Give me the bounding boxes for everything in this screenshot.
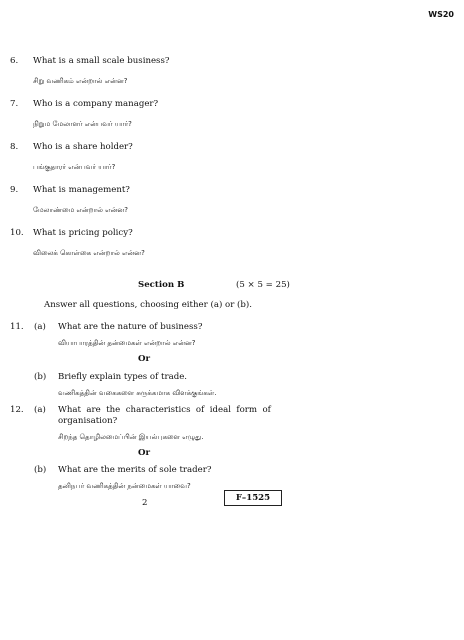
section-b-instruction: Answer all questions, choosing either (a) or (b). xyxy=(44,300,252,310)
q12b-label: (b) xyxy=(34,465,47,475)
q12a-english-line1: What are the characteristics of ideal form of xyxy=(58,405,271,415)
q12a-tamil: சிறந்த தொழிலமைப்பின் இயல்புகளை எழுது. xyxy=(58,433,204,441)
q9-number: 9. xyxy=(10,185,19,195)
paper-code-box: F–1525 xyxy=(224,490,282,506)
q8-english: Who is a share holder? xyxy=(33,142,133,152)
page-number: 2 xyxy=(142,498,148,508)
q11a-label: (a) xyxy=(34,322,46,332)
q12b-tamil: தனிநபர் வணிகத்தின் நன்மைகள் யாவை? xyxy=(58,482,191,490)
q9-english: What is management? xyxy=(33,185,130,195)
q7-english: Who is a company manager? xyxy=(33,99,159,109)
q11b-english: Briefly explain types of trade. xyxy=(58,372,188,382)
q11a-english: What are the nature of business? xyxy=(58,322,203,332)
q12-number: 12. xyxy=(10,405,24,415)
q10-number: 10. xyxy=(10,228,24,238)
q7-tamil: நிறும மேலாளர் என்பவர் யார்? xyxy=(33,120,132,128)
q11-number: 11. xyxy=(10,322,24,332)
q11-or: Or xyxy=(138,354,151,364)
section-b-marks: (5 × 5 = 25) xyxy=(236,280,290,290)
q6-tamil: சிறு வணிகம் என்றால் என்ன? xyxy=(33,77,128,85)
q10-tamil: விலைக் கொள்கை என்றால் என்ன? xyxy=(33,249,145,257)
q12-or: Or xyxy=(138,448,151,458)
q12a-label: (a) xyxy=(34,405,46,415)
q6-number: 6. xyxy=(10,56,19,66)
q12a-english-line2: organisation? xyxy=(58,416,118,426)
q9-tamil: மேலாண்மை என்றால் என்ன? xyxy=(33,206,128,214)
paper-code: WS20 xyxy=(428,10,454,19)
q11b-tamil: வணிகத்தின் வகைகளை சுருக்கமாக விளக்குங்கள். xyxy=(58,389,217,397)
q8-tamil: பங்குதாரர் என்பவர் யார்? xyxy=(33,163,116,171)
q6-english: What is a small scale business? xyxy=(33,56,170,66)
q12b-english: What are the merits of sole trader? xyxy=(58,465,212,475)
q11a-tamil: வியாபாரத்தின் தன்மைகள் என்றால் என்ன? xyxy=(58,339,196,347)
section-b-title: Section B xyxy=(138,280,185,290)
q8-number: 8. xyxy=(10,142,19,152)
q11b-label: (b) xyxy=(34,372,47,382)
q10-english: What is pricing policy? xyxy=(33,228,133,238)
q7-number: 7. xyxy=(10,99,19,109)
